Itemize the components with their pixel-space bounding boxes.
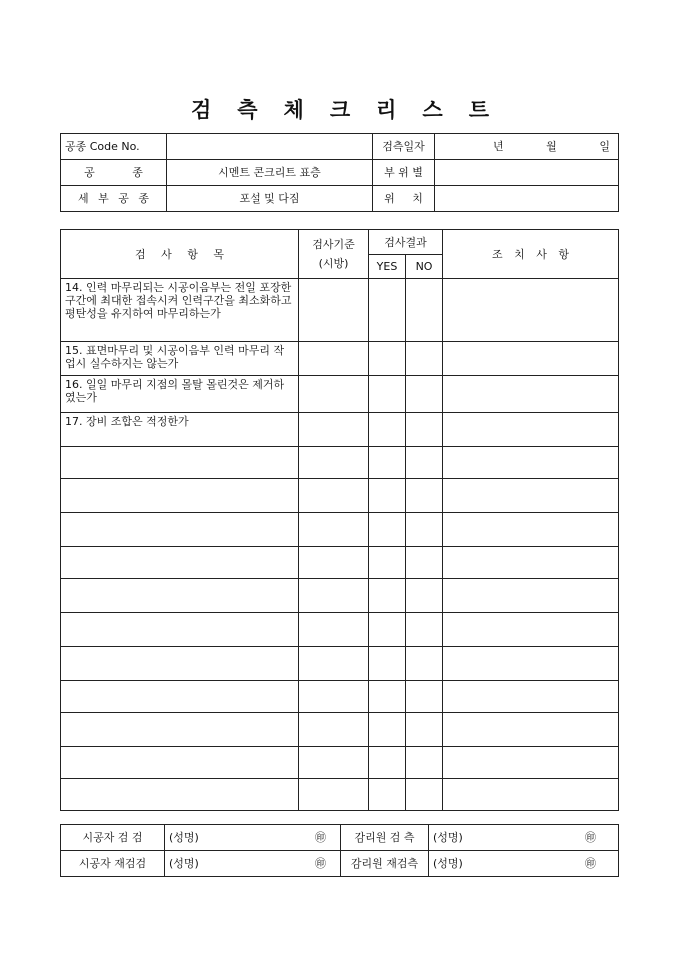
contractor-check-sign[interactable] <box>165 825 341 851</box>
col-item-header: 검 사 항 목 <box>61 230 299 279</box>
signature-table <box>60 824 619 877</box>
row-no-cell[interactable] <box>406 579 443 613</box>
inspection-rows <box>61 279 619 811</box>
row-item-text <box>61 747 299 779</box>
row-no-cell[interactable] <box>406 613 443 647</box>
row-action-cell[interactable] <box>443 747 619 779</box>
code-value[interactable] <box>167 134 373 160</box>
row-no-cell[interactable] <box>406 342 443 376</box>
row-standard-cell[interactable] <box>299 513 369 547</box>
row-item-text <box>61 681 299 713</box>
row-action-cell[interactable] <box>443 479 619 513</box>
col-yes-header: YES <box>369 255 406 279</box>
row-standard-cell[interactable] <box>299 747 369 779</box>
row-yes-cell[interactable] <box>369 713 406 747</box>
row-item-text <box>61 547 299 579</box>
row-standard-cell[interactable] <box>299 681 369 713</box>
row-action-cell[interactable] <box>443 613 619 647</box>
type-label: 공 종 <box>61 160 167 186</box>
row-item-text <box>61 447 299 479</box>
supervisor-recheck-label: 감리원 재검측 <box>341 851 429 877</box>
row-standard-cell[interactable] <box>299 447 369 479</box>
row-action-cell[interactable] <box>443 579 619 613</box>
row-standard-cell[interactable] <box>299 779 369 811</box>
col-standard-line2: (시방) <box>318 257 349 270</box>
supervisor-check-label: 감리원 검 측 <box>341 825 429 851</box>
row-yes-cell[interactable] <box>369 647 406 681</box>
row-item-text: 15. 표면마무리 및 시공이음부 인력 마무리 작업시 실수하지는 않는가 <box>61 342 299 376</box>
table-row <box>61 547 619 579</box>
row-yes-cell[interactable] <box>369 479 406 513</box>
row-action-cell[interactable] <box>443 413 619 447</box>
name-placeholder: (성명) <box>169 831 199 844</box>
row-action-cell[interactable] <box>443 779 619 811</box>
row-item-text: 17. 장비 조합은 적정한가 <box>61 413 299 447</box>
row-item-text <box>61 513 299 547</box>
row-item-text: 16. 일일 마무리 지점의 몰탈 몰린것은 제거하였는가 <box>61 376 299 413</box>
date-field[interactable] <box>435 134 619 160</box>
row-item-text <box>61 613 299 647</box>
row-action-cell[interactable] <box>443 547 619 579</box>
row-action-cell[interactable] <box>443 647 619 681</box>
row-standard-cell[interactable] <box>299 342 369 376</box>
row-yes-cell[interactable] <box>369 342 406 376</box>
seal-mark: ㊞ <box>315 857 326 870</box>
row-standard-cell[interactable] <box>299 279 369 342</box>
location-label: 위 치 <box>373 186 435 212</box>
date-label: 검측일자 <box>373 134 435 160</box>
col-standard-line1: 검사기준 <box>312 238 355 251</box>
row-yes-cell[interactable] <box>369 376 406 413</box>
location-value[interactable] <box>435 186 619 212</box>
table-row <box>61 376 619 413</box>
row-item-text <box>61 779 299 811</box>
row-item-text <box>61 579 299 613</box>
type-value[interactable]: 시멘트 콘크리트 표층 <box>167 160 373 186</box>
row-standard-cell[interactable] <box>299 613 369 647</box>
table-row <box>61 647 619 681</box>
col-no-header: NO <box>406 255 443 279</box>
row-yes-cell[interactable] <box>369 279 406 342</box>
contractor-recheck-label: 시공자 재검검 <box>61 851 165 877</box>
table-row <box>61 579 619 613</box>
row-no-cell[interactable] <box>406 376 443 413</box>
seal-mark: ㊞ <box>585 857 596 870</box>
row-yes-cell[interactable] <box>369 747 406 779</box>
row-no-cell[interactable] <box>406 547 443 579</box>
detail-label: 세 부 공 종 <box>61 186 167 212</box>
table-row <box>61 713 619 747</box>
page-title: 검측체크리스트 <box>190 97 515 122</box>
name-placeholder: (성명) <box>433 831 463 844</box>
date-year: 년 <box>493 140 504 153</box>
row-standard-cell[interactable] <box>299 376 369 413</box>
row-action-cell[interactable] <box>443 279 619 342</box>
row-no-cell[interactable] <box>406 747 443 779</box>
row-standard-cell[interactable] <box>299 479 369 513</box>
row-item-text <box>61 479 299 513</box>
detail-value[interactable]: 포설 및 다짐 <box>167 186 373 212</box>
inspection-table <box>60 229 619 811</box>
col-standard-header <box>299 230 369 279</box>
row-no-cell[interactable] <box>406 713 443 747</box>
contractor-recheck-sign[interactable] <box>165 851 341 877</box>
row-item-text <box>61 647 299 681</box>
date-day: 일 <box>599 140 610 153</box>
row-action-cell[interactable] <box>443 513 619 547</box>
table-row <box>61 342 619 376</box>
name-placeholder: (성명) <box>169 857 199 870</box>
supervisor-check-sign[interactable] <box>429 825 619 851</box>
name-placeholder: (성명) <box>433 857 463 870</box>
col-result-header: 검사결과 <box>369 230 443 255</box>
table-row <box>61 447 619 479</box>
row-yes-cell[interactable] <box>369 513 406 547</box>
row-no-cell[interactable] <box>406 647 443 681</box>
table-row <box>61 681 619 713</box>
row-standard-cell[interactable] <box>299 413 369 447</box>
supervisor-recheck-sign[interactable] <box>429 851 619 877</box>
row-yes-cell[interactable] <box>369 579 406 613</box>
row-action-cell[interactable] <box>443 681 619 713</box>
table-row <box>61 747 619 779</box>
row-yes-cell[interactable] <box>369 681 406 713</box>
row-action-cell[interactable] <box>443 713 619 747</box>
row-standard-cell[interactable] <box>299 547 369 579</box>
row-no-cell[interactable] <box>406 513 443 547</box>
row-yes-cell[interactable] <box>369 413 406 447</box>
table-row <box>61 513 619 547</box>
row-no-cell[interactable] <box>406 447 443 479</box>
table-row <box>61 279 619 342</box>
part-label: 부 위 별 <box>373 160 435 186</box>
row-yes-cell[interactable] <box>369 447 406 479</box>
row-yes-cell[interactable] <box>369 613 406 647</box>
row-no-cell[interactable] <box>406 779 443 811</box>
row-no-cell[interactable] <box>406 413 443 447</box>
row-item-text: 14. 인력 마무리되는 시공이음부는 전일 포장한 구간에 최대한 접속시켜 인력구간을 최소화하고 평탄성을 유지하여 마무리하는가 <box>61 279 299 342</box>
col-action-header: 조 치 사 항 <box>443 230 619 279</box>
row-action-cell[interactable] <box>443 447 619 479</box>
row-yes-cell[interactable] <box>369 779 406 811</box>
row-standard-cell[interactable] <box>299 647 369 681</box>
row-action-cell[interactable] <box>443 342 619 376</box>
table-row <box>61 413 619 447</box>
header-table <box>60 133 619 212</box>
row-item-text <box>61 713 299 747</box>
contractor-check-label: 시공자 검 검 <box>61 825 165 851</box>
row-no-cell[interactable] <box>406 279 443 342</box>
code-label: 공종 Code No. <box>61 134 167 160</box>
row-no-cell[interactable] <box>406 479 443 513</box>
row-no-cell[interactable] <box>406 681 443 713</box>
seal-mark: ㊞ <box>585 831 596 844</box>
part-value[interactable] <box>435 160 619 186</box>
table-row <box>61 479 619 513</box>
seal-mark: ㊞ <box>315 831 326 844</box>
row-standard-cell[interactable] <box>299 713 369 747</box>
row-action-cell[interactable] <box>443 376 619 413</box>
table-row <box>61 613 619 647</box>
table-row <box>61 779 619 811</box>
row-yes-cell[interactable] <box>369 547 406 579</box>
row-standard-cell[interactable] <box>299 579 369 613</box>
date-month: 월 <box>546 140 557 153</box>
